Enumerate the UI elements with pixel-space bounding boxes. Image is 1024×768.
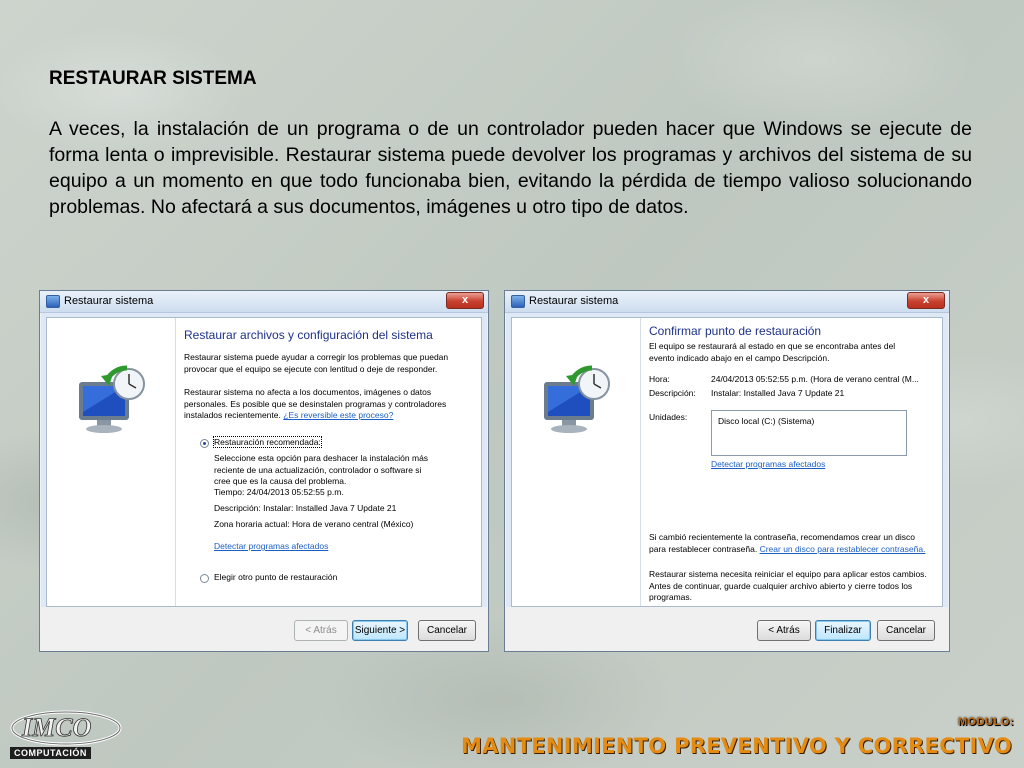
slide-title: RESTAURAR SISTEMA xyxy=(49,68,257,89)
intro-text: Restaurar sistema puede ayudar a corregir los problemas que puedan provocar que el equipo se ejecute con lentitud o deje de responder. xyxy=(184,352,449,374)
next-button[interactable]: Siguiente > xyxy=(352,620,408,641)
recommended-restore-radio[interactable] xyxy=(200,439,209,448)
module-title: MANTENIMIENTO PREVENTIVO Y CORRECTIVO xyxy=(460,734,1012,758)
back-button[interactable]: < Atrás xyxy=(294,620,348,641)
detect-affected-programs-link[interactable]: Detectar programas afectados xyxy=(214,541,329,551)
dialog-content xyxy=(640,318,942,606)
dialog-heading: Confirmar punto de restauración xyxy=(649,324,822,338)
logo-subtitle: COMPUTACIÓN xyxy=(10,747,91,759)
recommended-restore-label[interactable]: Restauración recomendada: xyxy=(214,437,321,447)
system-restore-icon xyxy=(538,362,620,436)
dialog-title: Restaurar sistema xyxy=(529,295,619,307)
system-restore-icon xyxy=(73,362,155,436)
dialog-client xyxy=(46,317,482,607)
dialog-content xyxy=(175,318,481,606)
restore-time: Tiempo: 24/04/2013 05:52:55 p.m. xyxy=(214,487,344,497)
reversible-link[interactable]: ¿Es reversible este proceso? xyxy=(283,410,394,420)
choose-other-point-radio[interactable] xyxy=(200,574,209,583)
cancel-button[interactable]: Cancelar xyxy=(418,620,476,641)
restore-dialog-step1 xyxy=(39,290,489,652)
description-label: Descripción: xyxy=(649,388,696,398)
cancel-button[interactable]: Cancelar xyxy=(877,620,935,641)
dialog-heading: Restaurar archivos y configuración del sistema xyxy=(184,328,433,342)
dialog-sidepane xyxy=(512,318,640,606)
units-label: Unidades: xyxy=(649,412,688,422)
dialog-client xyxy=(511,317,943,607)
description-value: Instalar: Installed Java 7 Update 21 xyxy=(711,388,845,398)
back-button[interactable]: < Atrás xyxy=(757,620,811,641)
dialog-titlebar[interactable] xyxy=(40,291,488,313)
dialog-footer xyxy=(40,607,488,651)
dialog-title: Restaurar sistema xyxy=(64,295,154,307)
close-button[interactable]: x xyxy=(446,292,484,309)
choose-other-point-label[interactable]: Elegir otro punto de restauración xyxy=(214,572,338,582)
time-value: 24/04/2013 05:52:55 p.m. (Hora de verano central (M... xyxy=(711,374,919,384)
module-label: MODULO: xyxy=(957,716,1014,728)
restore-timezone: Zona horaria actual: Hora de verano central (México) xyxy=(214,519,414,529)
units-listbox[interactable] xyxy=(711,410,907,456)
restart-info: Restaurar sistema necesita reiniciar el equipo para aplicar estos cambios. Antes de continuar, guarde cualquier archivo abierto y cierre todos los programas. xyxy=(649,569,927,602)
create-password-disk-link[interactable]: Crear un disco para restablecer contraseña. xyxy=(759,543,926,554)
close-button[interactable]: x xyxy=(907,292,945,309)
system-restore-app-icon xyxy=(46,295,60,308)
confirm-intro: El equipo se restaurará al estado en que se encontraba antes del evento indicado abajo en el campo Descripción. xyxy=(649,341,896,363)
logo-text: IMCO xyxy=(22,713,92,742)
dialog-sidepane xyxy=(47,318,175,606)
finish-button[interactable]: Finalizar xyxy=(815,620,871,641)
restore-dialog-confirm xyxy=(504,290,950,652)
dialog-titlebar[interactable] xyxy=(505,291,949,313)
system-restore-app-icon xyxy=(511,295,525,308)
slide-text xyxy=(49,66,972,220)
time-label: Hora: xyxy=(649,374,670,384)
slide-body: A veces, la instalación de un programa o de un controlador pueden hacer que Windows se ejecute de forma lenta o imprevisible. Restaurar sistema puede devolver los programas y archivos del sistema de su equipo a un momento en que todo funcionaba bien, evitando la pérdida de tiempo valioso solucionando problemas. No afectará a sus documentos, imágenes u otro tipo de datos. xyxy=(49,118,972,218)
restore-description: Descripción: Instalar: Installed Java 7 Update 21 xyxy=(214,503,397,513)
recommended-restore-description: Seleccione esta opción para deshacer la instalación más reciente de una actualización, controlador o software si cree que es la causa del problema. xyxy=(214,453,429,486)
password-info: Si cambió recientemente la contraseña, recomendamos crear un disco para restablecer contraseña. Crear un disco para restablecer contraseña. xyxy=(649,532,926,554)
detect-affected-programs-link[interactable]: Detectar programas afectados xyxy=(711,459,826,469)
dialog-footer xyxy=(505,607,949,651)
info-text: Restaurar sistema no afecta a los documentos, imágenes o datos personales. Es posible que se desinstalen programas y controladores instalados recientemente. ¿Es reversible este proceso? xyxy=(184,387,447,420)
units-item[interactable]: Disco local (C:) (Sistema) xyxy=(718,416,815,426)
